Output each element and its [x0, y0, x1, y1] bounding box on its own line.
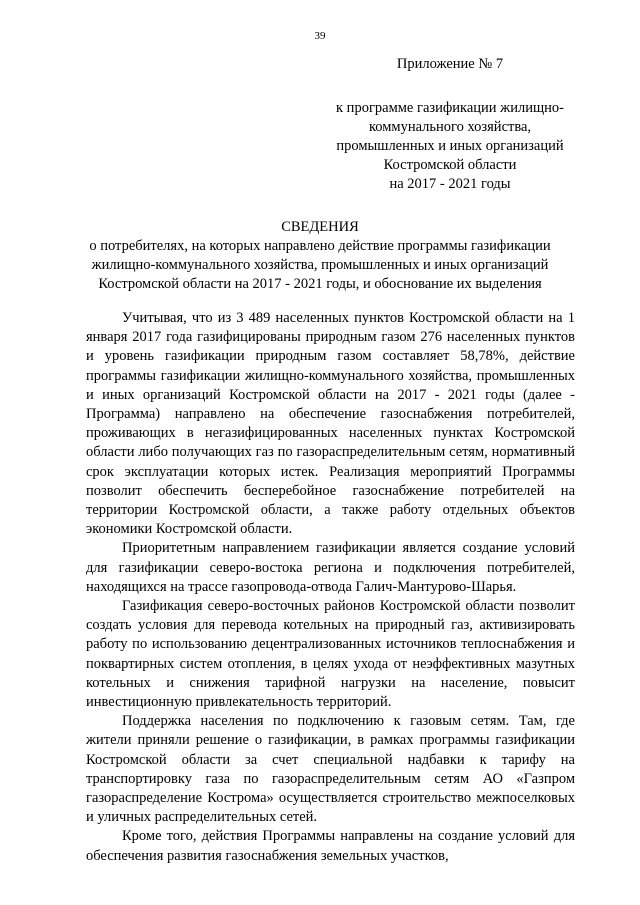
body-paragraph: Кроме того, действия Программы направлены на создание условий для обеспечения развития газоснабжения земельных участков,	[86, 828, 575, 864]
appendix-reference	[320, 99, 580, 194]
body-paragraph: Приоритетным направлением газификации является создание условий для газификации северо-востока региона и подключения потребителей, находящихся на трассе газопровода-отвода Галич-Мантурово-Шарья.	[86, 540, 575, 595]
document-title: СВЕДЕНИЯ	[281, 219, 359, 235]
page-number: 39	[314, 30, 326, 42]
appendix-ref-line: коммунального хозяйства,	[368, 119, 532, 135]
document-body	[86, 309, 575, 866]
appendix-ref-line: на 2017 - 2021 годы	[389, 176, 511, 192]
body-paragraph: Учитывая, что из 3 489 населенных пунктов Костромской области на 1 января 2017 года газифицированы природным газом 276 населенных пунктов и уровень газификации природным газом составляет 58,78%, действие программы газификации жилищно-коммунального хозяйства, промышленных и иных организаций Костромской области на 2017 - 2021 годы (далее - Программа) направлено на обеспечение газоснабжения потребителей, проживающих в негазифицированных населенных пунктах Костромской области либо получающих газ по газораспределительным сетям, нормативный срок эксплуатации которых истек. Реализация мероприятий Программы позволит обеспечить бесперебойное газоснабжение потребителей на территории Костромской области, а также работу отдельных объектов экономики Костромской области.	[86, 310, 575, 538]
appendix-ref-line: Костромской области	[383, 157, 517, 173]
document-subtitle-line: о потребителях, на которых направлено действие программы газификации	[89, 238, 551, 254]
body-paragraph: Поддержка населения по подключению к газовым сетям. Там, где жители приняли решение о газификации, в рамках программы газификации Костромской области за счет специальной надбавки к тарифу на транспортировку газа по газораспределительным сетям АО «Газпром газораспределение Кострома» осуществляется строительство межпоселковых и уличных распределительных сетей.	[86, 713, 575, 826]
document-subtitle-line: жилищно-коммунального хозяйства, промышленных и иных организаций	[91, 257, 549, 273]
document-heading	[60, 218, 580, 294]
appendix-ref-line: промышленных и иных организаций	[336, 138, 564, 154]
appendix-ref-line: к программе газификации жилищно-	[336, 100, 564, 116]
body-paragraph: Газификация северо-восточных районов Костромской области позволит создать условия для перевода котельных на природный газ, активизировать работу по использованию децентрализованных источников теплоснабжения и поквартирных систем отопления, в целях ухода от неэффективных мазутных котельных и снижения тарифной нагрузки на население, повысит инвестиционную привлекательность территорий.	[86, 598, 575, 711]
appendix-title: Приложение № 7	[396, 56, 504, 72]
document-subtitle-line: Костромской области на 2017 - 2021 годы, и обоснование их выделения	[98, 276, 542, 292]
